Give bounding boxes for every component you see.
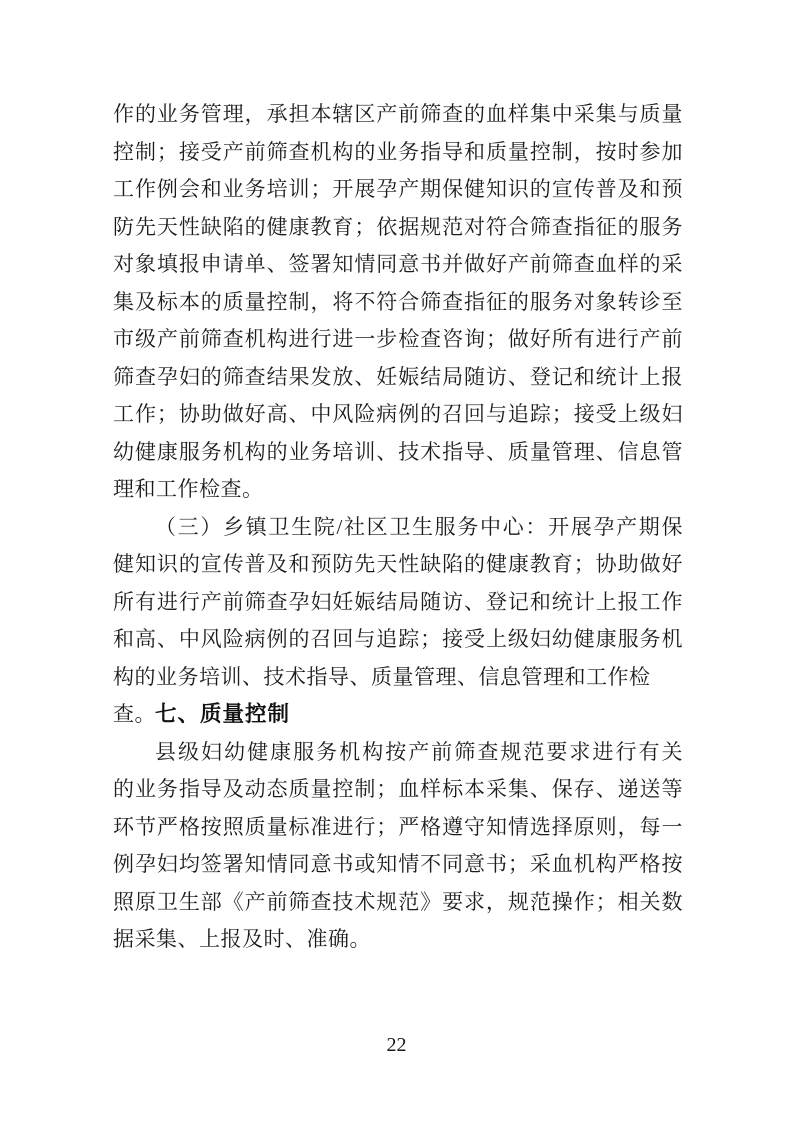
text-line: 对象填报申请单、签署知情同意书并做好产前筛查血样的采 <box>113 252 683 276</box>
text-line: 作的业务管理，承担本辖区产前筛查的血样集中采集与质量 <box>113 102 683 126</box>
page-number: 22 <box>386 1034 407 1056</box>
text-line: 县级妇幼健康服务机构按产前筛查规范要求进行有关 <box>155 739 683 764</box>
text-line: 理和工作检查。 <box>113 477 264 501</box>
text-line: 市级产前筛查机构进行进一步检查咨询；做好所有进行产前 <box>113 327 683 351</box>
text-line: 幼健康服务机构的业务培训、技术指导、质量管理、信息管 <box>113 439 683 464</box>
text-line: 环节严格按照质量标准进行；严格遵守知情选择原则，每一 <box>113 814 683 839</box>
text-line: 工作；协助做好高、中风险病例的召回与追踪；接受上级妇 <box>113 402 683 426</box>
text-line: 健知识的宣传普及和预防先天性缺陷的健康教育；协助做好 <box>113 552 683 576</box>
text-line: 构的业务培训、技术指导、质量管理、信息管理和工作检查。 <box>113 664 651 726</box>
text-line: 集及标本的质量控制，将不符合筛查指征的服务对象转诊至 <box>113 289 683 314</box>
text-block <box>113 96 683 959</box>
text-line: 例孕妇均签署知情同意书或知情不同意书；采血机构严格按 <box>113 852 683 876</box>
text-line: 工作例会和业务培训；开展孕产期保健知识的宣传普及和预 <box>113 177 683 201</box>
text-line: （三）乡镇卫生院/社区卫生服务中心：开展孕产期保 <box>155 514 683 539</box>
text-line: 所有进行产前筛查孕妇妊娠结局随访、登记和统计上报工作 <box>113 589 683 614</box>
text-line: 和高、中风险病例的召回与追踪；接受上级妇幼健康服务机 <box>113 627 683 651</box>
text-line: 筛查孕妇的筛查结果发放、妊娠结局随访、登记和统计上报 <box>113 364 683 389</box>
text-line: 照原卫生部《产前筛查技术规范》要求，规范操作；相关数 <box>113 889 683 914</box>
text-line: 据采集、上报及时、准确。 <box>113 927 371 951</box>
text-line: 防先天性缺陷的健康教育；依据规范对符合筛查指征的服务 <box>113 214 683 239</box>
section-heading-line: 七、质量控制 <box>155 702 291 726</box>
text-line: 控制；接受产前筛查机构的业务指导和质量控制，按时参加 <box>113 139 683 164</box>
text-line: 的业务指导及动态质量控制；血样标本采集、保存、递送等 <box>113 777 683 801</box>
